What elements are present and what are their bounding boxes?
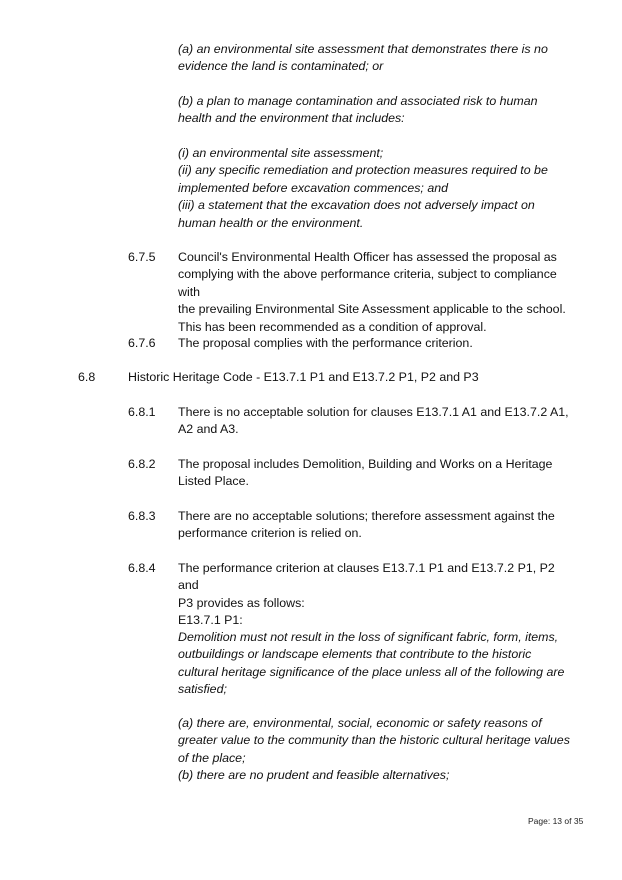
quote-line: (i) an environmental site assessment; <box>178 146 384 160</box>
section-number: 6.8 <box>78 370 96 384</box>
para-line: There are no acceptable solutions; therefore assessment against the <box>178 509 555 523</box>
para-line: complying with the above performance criteria, subject to compliance with <box>178 267 557 299</box>
quote-line: health and the environment that includes: <box>178 111 405 126</box>
quote-line: (iii) a statement that the excavation does not adversely impact on <box>178 198 535 213</box>
clause-items <box>178 715 578 785</box>
quote-line: Demolition must not result in the loss of significant fabric, form, items, <box>178 630 559 644</box>
quote-line: greater value to the community than the historic cultural heritage values <box>178 733 570 748</box>
para-6-8-4 <box>178 560 578 612</box>
para-line: The performance criterion at clauses E13.7.1 P1 and E13.7.2 P1, P2 and <box>178 561 555 593</box>
para-6-7-6: The proposal complies with the performance criterion. <box>178 336 473 350</box>
quote-subitems <box>178 145 578 232</box>
para-line: The proposal includes Demolition, Building and Works on a Heritage <box>178 457 553 471</box>
quote-line: (a) there are, environmental, social, economic or safety reasons of <box>178 716 542 730</box>
para-6-7-5 <box>178 249 578 336</box>
para-6-8-3 <box>178 508 578 543</box>
clause-label: E13.7.1 P1: <box>178 613 243 627</box>
para-line: performance criterion is relied on. <box>178 526 362 541</box>
quote-line: of the place; <box>178 750 246 765</box>
para-6-8-2 <box>178 456 578 491</box>
para-number: 6.8.3 <box>128 509 156 523</box>
quote-line: human health or the environment. <box>178 215 364 230</box>
quote-line: outbuildings or landscape elements that contribute to the historic <box>178 647 532 662</box>
para-number: 6.8.2 <box>128 457 156 471</box>
para-number: 6.7.6 <box>128 336 156 350</box>
para-number: 6.8.1 <box>128 405 156 419</box>
page-number: Page: 13 of 35 <box>528 816 584 826</box>
quote-item-b <box>178 93 578 128</box>
quote-line: (a) an environmental site assessment that demonstrates there is no <box>178 42 548 56</box>
para-line: This has been recommended as a condition of approval. <box>178 319 487 334</box>
section-title: Historic Heritage Code - E13.7.1 P1 and E13.7.2 P1, P2 and P3 <box>128 370 479 384</box>
para-line: There is no acceptable solution for clauses E13.7.1 A1 and E13.7.2 A1, <box>178 405 569 419</box>
para-line: Listed Place. <box>178 474 249 489</box>
quote-line: (ii) any specific remediation and protection measures required to be <box>178 163 548 178</box>
para-line: the prevailing Environmental Site Assessment applicable to the school. <box>178 302 566 317</box>
quote-line: evidence the land is contaminated; or <box>178 59 384 74</box>
para-line: P3 provides as follows: <box>178 595 305 610</box>
para-6-8-1 <box>178 404 578 439</box>
para-line: Council's Environmental Health Officer has assessed the proposal as <box>178 250 557 264</box>
quote-line: implemented before excavation commences; and <box>178 180 448 195</box>
quote-line: (b) a plan to manage contamination and associated risk to human <box>178 94 538 108</box>
quote-line: cultural heritage significance of the place unless all of the following are <box>178 664 565 679</box>
clause-quote <box>178 629 578 699</box>
para-line: A2 and A3. <box>178 422 239 437</box>
quote-line: (b) there are no prudent and feasible alternatives; <box>178 768 450 783</box>
para-number: 6.8.4 <box>128 561 156 575</box>
quote-item-a <box>178 41 578 76</box>
quote-line: satisfied; <box>178 682 227 697</box>
para-number: 6.7.5 <box>128 250 156 264</box>
